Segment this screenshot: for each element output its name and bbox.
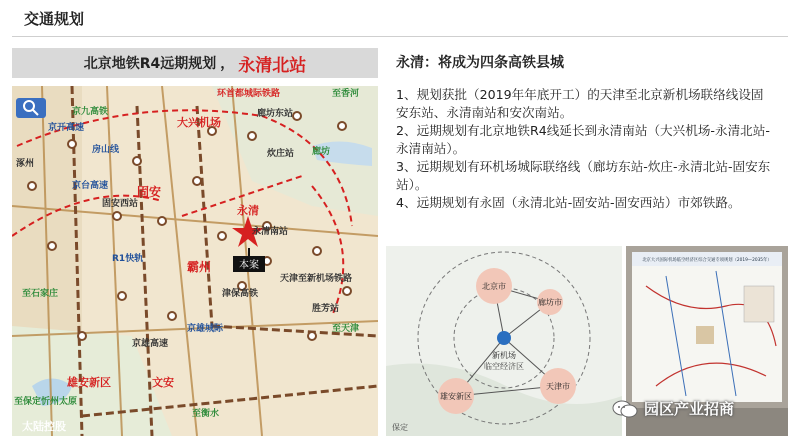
map-label-wenan: 文安 — [152, 376, 174, 389]
map-label-yongqing: 永清 — [237, 204, 259, 217]
diagram-node-xiongan: 雄安新区 — [440, 392, 472, 401]
regional-diagram — [386, 246, 622, 436]
map-label-to-tianjin: 至天津 — [332, 324, 360, 334]
map-label-jingtai: 京台高速 — [72, 181, 109, 191]
map-label-to-hengshui: 至衡水 — [192, 409, 220, 419]
diagram-node-langfang: 廊坊市 — [538, 298, 562, 307]
banner — [12, 48, 378, 78]
map-watermark-logo: 太陆控股 — [22, 420, 66, 433]
diagram-node-beijing: 北京市 — [482, 282, 506, 291]
map-label-yongqing-south: 永清南站 — [252, 227, 289, 237]
project-marker-label: 本案 — [239, 260, 259, 271]
map-label-daxing-airport: 大兴机场 — [177, 116, 221, 129]
title-divider — [12, 36, 788, 37]
wechat-icon — [612, 399, 638, 419]
map-label-chuizhuang: 炊庄站 — [267, 149, 295, 159]
transit-map — [12, 86, 378, 436]
map-label-guan-west: 固安西站 — [102, 199, 139, 209]
body-text — [396, 86, 772, 212]
map-label-jingjiu: 京九高铁 — [72, 107, 109, 117]
point-2: 2、远期规划有北京地铁R4线延长到永清南站（大兴机场-永清北站-永清南站）。 — [396, 123, 770, 156]
diagram-node-airport: 新机场 — [492, 351, 516, 360]
banner-separator: ， — [220, 56, 235, 72]
banner-accent: 永清北站 — [238, 55, 307, 76]
map-label-shengfang: 胜芳站 — [312, 304, 340, 314]
map-label-fangshan: 房山线 — [92, 145, 120, 155]
point-3: 3、远期规划有环机场城际联络线（廊坊东站-炊庄-永清北站-固安东站）。 — [396, 159, 771, 192]
banner-main: 北京地铁R4远期规划 — [83, 56, 217, 72]
section-heading: 永清：将成为四条高铁县城 — [396, 55, 564, 71]
map-label-to-shijiazhuang: 至石家庄 — [22, 289, 59, 299]
slide-title: 交通规划 — [24, 10, 85, 28]
map-search-control[interactable] — [16, 98, 46, 118]
map-label-bazhou: 霸州 — [187, 260, 212, 274]
map-label-jingxiong: 京雄城际 — [187, 324, 224, 334]
map-label-jingkai: 京开高速 — [48, 123, 85, 133]
map-label-langfang-east: 廊坊东站 — [257, 109, 294, 119]
diagram-node-baoding: 保定 — [392, 423, 408, 432]
map-label-guan: 固安 — [137, 185, 162, 199]
map-label-r1: R1快轨 — [112, 254, 144, 264]
diagram-node-economic-zone: 临空经济区 — [484, 362, 524, 371]
map-label-langfang: 廊坊 — [312, 147, 331, 157]
map-label-tianjin-airport-rail: 天津至新机场铁路 — [280, 274, 353, 284]
map-label-jinbao: 津保高铁 — [222, 289, 259, 299]
watermark — [612, 398, 734, 419]
map-label-xiongan: 雄安新区 — [67, 376, 111, 389]
photo-caption: 北京大兴国际机场临空经济区综合交通专项规划（2019—2035年） — [642, 258, 772, 263]
diagram-node-tianjin: 天津市 — [546, 382, 570, 391]
watermark-text: 园区产业招商 — [644, 400, 735, 418]
map-label-zhuozhou: 涿州 — [16, 159, 35, 169]
map-label-to-xianghe: 至香河 — [332, 89, 360, 99]
map-label-to-baoding: 至保定忻州太原 — [14, 397, 78, 407]
point-1: 1、规划获批（2019年年底开工）的天津至北京新机场联络线设固安东站、永清南站和安次南站。 — [396, 87, 764, 120]
point-4: 4、远期规划有永固（永清北站-固安站-固安西站）市郊铁路。 — [396, 195, 741, 210]
map-label-ring-intercity: 环首都城际铁路 — [217, 89, 281, 99]
map-label-jingxiong-highway: 京雄高速 — [132, 339, 169, 349]
